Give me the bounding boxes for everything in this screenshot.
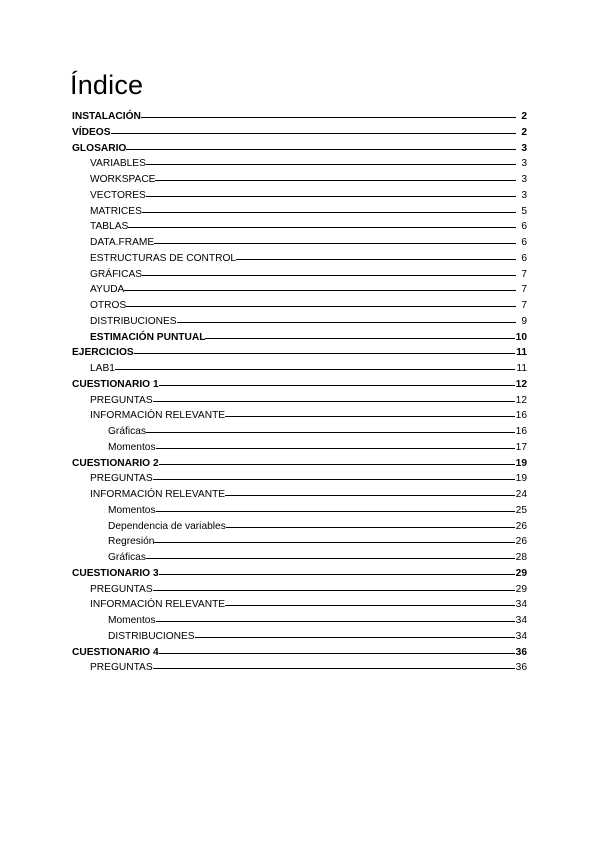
toc-entry[interactable] [72, 251, 527, 267]
toc-entry-page-number: 34 [515, 599, 527, 611]
toc-entry[interactable] [72, 629, 527, 645]
toc-entry-label: WORKSPACE [90, 174, 156, 185]
toc-leader-line [126, 306, 516, 307]
toc-leader-line [146, 164, 516, 165]
toc-entry-label: TABLAS [90, 221, 129, 233]
toc-leader-line [146, 196, 516, 197]
toc-leader-line [159, 653, 515, 654]
toc-leader-line [154, 542, 514, 543]
toc-entry-page-number: 2 [521, 126, 527, 138]
toc-entry-label: Momentos [108, 615, 156, 626]
toc-entry[interactable] [72, 141, 527, 157]
toc-entry[interactable] [72, 440, 527, 456]
toc-entry[interactable] [72, 204, 527, 220]
toc-entry-page-number: 19 [515, 473, 527, 485]
toc-leader-line [146, 432, 515, 433]
toc-entry[interactable] [72, 456, 527, 472]
toc-entry-label: PREGUNTAS [90, 473, 153, 485]
toc-leader-line [115, 369, 516, 370]
toc-leader-line [159, 574, 515, 575]
toc-leader-line [155, 180, 516, 181]
toc-entry-page-number: 25 [515, 504, 527, 516]
toc-entry[interactable] [72, 534, 527, 550]
toc-entry[interactable] [72, 582, 527, 598]
toc-entry-label: GLOSARIO [72, 142, 127, 154]
toc-entry-page-number: 29 [515, 567, 527, 579]
toc-leader-line [195, 637, 515, 638]
toc-leader-line [156, 621, 515, 622]
toc-entry-page-number: 36 [515, 646, 527, 658]
toc-leader-line [153, 668, 515, 669]
toc-leader-line [142, 275, 516, 276]
toc-entry-label: INFORMACIÓN RELEVANTE [90, 489, 226, 500]
toc-entry-page-number: 34 [515, 615, 527, 626]
toc-entry-label: VARIABLES [90, 158, 146, 170]
toc-entry-page-number: 9 [521, 315, 527, 327]
toc-entry-page-number: 28 [515, 552, 527, 563]
toc-entry[interactable] [72, 282, 527, 298]
toc-entry-page-number: 11 [516, 363, 527, 374]
toc-entry-label: Gráficas [108, 552, 146, 563]
toc-entry[interactable] [72, 645, 527, 661]
toc-entry-label: ESTIMACIÓN PUNTUAL [90, 331, 206, 343]
toc-entry-label: CUESTIONARIO 4 [72, 646, 159, 658]
toc-entry[interactable] [72, 267, 527, 283]
toc-entry[interactable] [72, 109, 527, 125]
toc-entry-page-number: 16 [515, 410, 527, 422]
toc-leader-line [146, 558, 515, 559]
toc-entry-page-number: 3 [521, 142, 527, 154]
toc-entry-label: DATA.FRAME [90, 237, 155, 248]
toc-entry-page-number: 12 [515, 394, 527, 406]
toc-entry[interactable] [72, 471, 527, 487]
toc-entry[interactable] [72, 393, 527, 409]
toc-entry[interactable] [72, 298, 527, 314]
toc-entry-page-number: 19 [515, 457, 527, 469]
toc-entry[interactable] [72, 345, 527, 361]
toc-entry-label: Gráficas [108, 426, 146, 437]
toc-entry-page-number: 34 [515, 630, 527, 642]
toc-entry-label: OTROS [90, 300, 127, 311]
toc-entry[interactable] [72, 188, 527, 204]
toc-entry-label: VÍDEOS [72, 126, 111, 138]
toc-entry[interactable] [72, 377, 527, 393]
toc-entry-label: CUESTIONARIO 3 [72, 567, 159, 579]
toc-leader-line [226, 527, 515, 528]
toc-entry[interactable] [72, 503, 527, 519]
toc-entry-label: INFORMACIÓN RELEVANTE [90, 410, 226, 422]
toc-entry-page-number: 29 [515, 583, 527, 595]
toc-entry-page-number: 36 [515, 662, 527, 674]
toc-entry-label: PREGUNTAS [90, 583, 153, 595]
toc-entry-page-number: 7 [521, 300, 527, 311]
toc-leader-line [156, 511, 515, 512]
toc-leader-line [205, 338, 514, 339]
toc-entry[interactable] [72, 566, 527, 582]
toc-entry[interactable] [72, 613, 527, 629]
toc-entry[interactable] [72, 519, 527, 535]
toc-leader-line [159, 385, 515, 386]
toc-leader-line [177, 322, 516, 323]
toc-entry[interactable] [72, 487, 527, 503]
toc-entry-page-number: 10 [515, 331, 527, 343]
toc-entry-label: MATRICES [90, 205, 142, 217]
toc-entry[interactable] [72, 314, 527, 330]
toc-leader-line [236, 259, 516, 260]
toc-entry-page-number: 3 [521, 174, 527, 185]
toc-entry[interactable] [72, 550, 527, 566]
toc-leader-line [126, 149, 516, 150]
toc-leader-line [141, 117, 516, 118]
toc-entry-page-number: 17 [515, 441, 527, 453]
toc-entry-label: ESTRUCTURAS DE CONTROL [90, 252, 237, 264]
toc-leader-line [153, 590, 515, 591]
toc-entry-page-number: 26 [515, 536, 527, 548]
toc-entry-label: CUESTIONARIO 2 [72, 457, 159, 469]
toc-entry[interactable] [72, 597, 527, 613]
toc-entry-page-number: 7 [521, 284, 527, 296]
toc-entry-label: PREGUNTAS [90, 394, 153, 406]
toc-entry[interactable] [72, 156, 527, 172]
toc-entry[interactable] [72, 424, 527, 440]
toc-leader-line [111, 133, 517, 134]
toc-entry-page-number: 6 [521, 252, 527, 264]
toc-entry[interactable] [72, 660, 527, 676]
toc-leader-line [225, 605, 515, 606]
toc-entry-label: DISTRIBUCIONES [90, 315, 177, 327]
toc-entry-label: Regresión [108, 536, 155, 548]
toc-entry-page-number: 6 [521, 221, 527, 233]
page-title: Índice [70, 70, 144, 100]
toc-entry[interactable] [72, 219, 527, 235]
toc-leader-line [124, 290, 516, 291]
toc-entry-page-number: 7 [521, 268, 527, 280]
toc-entry[interactable] [72, 125, 527, 141]
toc-entry-page-number: 5 [521, 205, 527, 217]
toc-leader-line [142, 212, 516, 213]
toc-entry-label: VECTORES [90, 189, 146, 201]
toc-entry-page-number: 6 [521, 237, 527, 248]
toc-entry-label: CUESTIONARIO 1 [72, 378, 159, 390]
toc-entry-label: LAB1 [90, 363, 115, 374]
table-of-contents [72, 109, 527, 676]
toc-leader-line [153, 479, 515, 480]
toc-entry[interactable] [72, 330, 527, 346]
toc-entry[interactable] [72, 361, 527, 377]
toc-entry-page-number: 3 [521, 158, 527, 170]
toc-entry-page-number: 2 [521, 111, 527, 122]
toc-entry-page-number: 11 [516, 347, 527, 359]
toc-entry-page-number: 24 [515, 489, 527, 500]
toc-entry-label: AYUDA [90, 284, 125, 296]
toc-entry-page-number: 26 [515, 520, 527, 532]
toc-entry-label: INFORMACIÓN RELEVANTE [90, 599, 226, 611]
toc-entry-label: EJERCICIOS [72, 347, 134, 359]
toc-leader-line [159, 464, 515, 465]
toc-entry-page-number: 16 [515, 426, 527, 437]
toc-entry-page-number: 12 [515, 378, 527, 390]
toc-leader-line [134, 353, 516, 354]
toc-leader-line [128, 227, 516, 228]
toc-leader-line [225, 416, 515, 417]
toc-entry-label: PREGUNTAS [90, 662, 153, 674]
toc-leader-line [154, 243, 516, 244]
toc-leader-line [153, 401, 515, 402]
toc-entry-label: Momentos [108, 441, 156, 453]
toc-entry[interactable] [72, 408, 527, 424]
toc-entry-label: GRÁFICAS [90, 268, 143, 280]
toc-entry-page-number: 3 [521, 189, 527, 201]
toc-leader-line [156, 448, 515, 449]
toc-entry-label: Momentos [108, 504, 156, 516]
toc-entry[interactable] [72, 172, 527, 188]
toc-leader-line [225, 495, 515, 496]
toc-entry-label: Dependencia de variables [108, 520, 226, 532]
toc-entry-label: INSTALACIÓN [72, 111, 141, 122]
toc-entry-label: DISTRIBUCIONES [108, 630, 195, 642]
toc-entry[interactable] [72, 235, 527, 251]
